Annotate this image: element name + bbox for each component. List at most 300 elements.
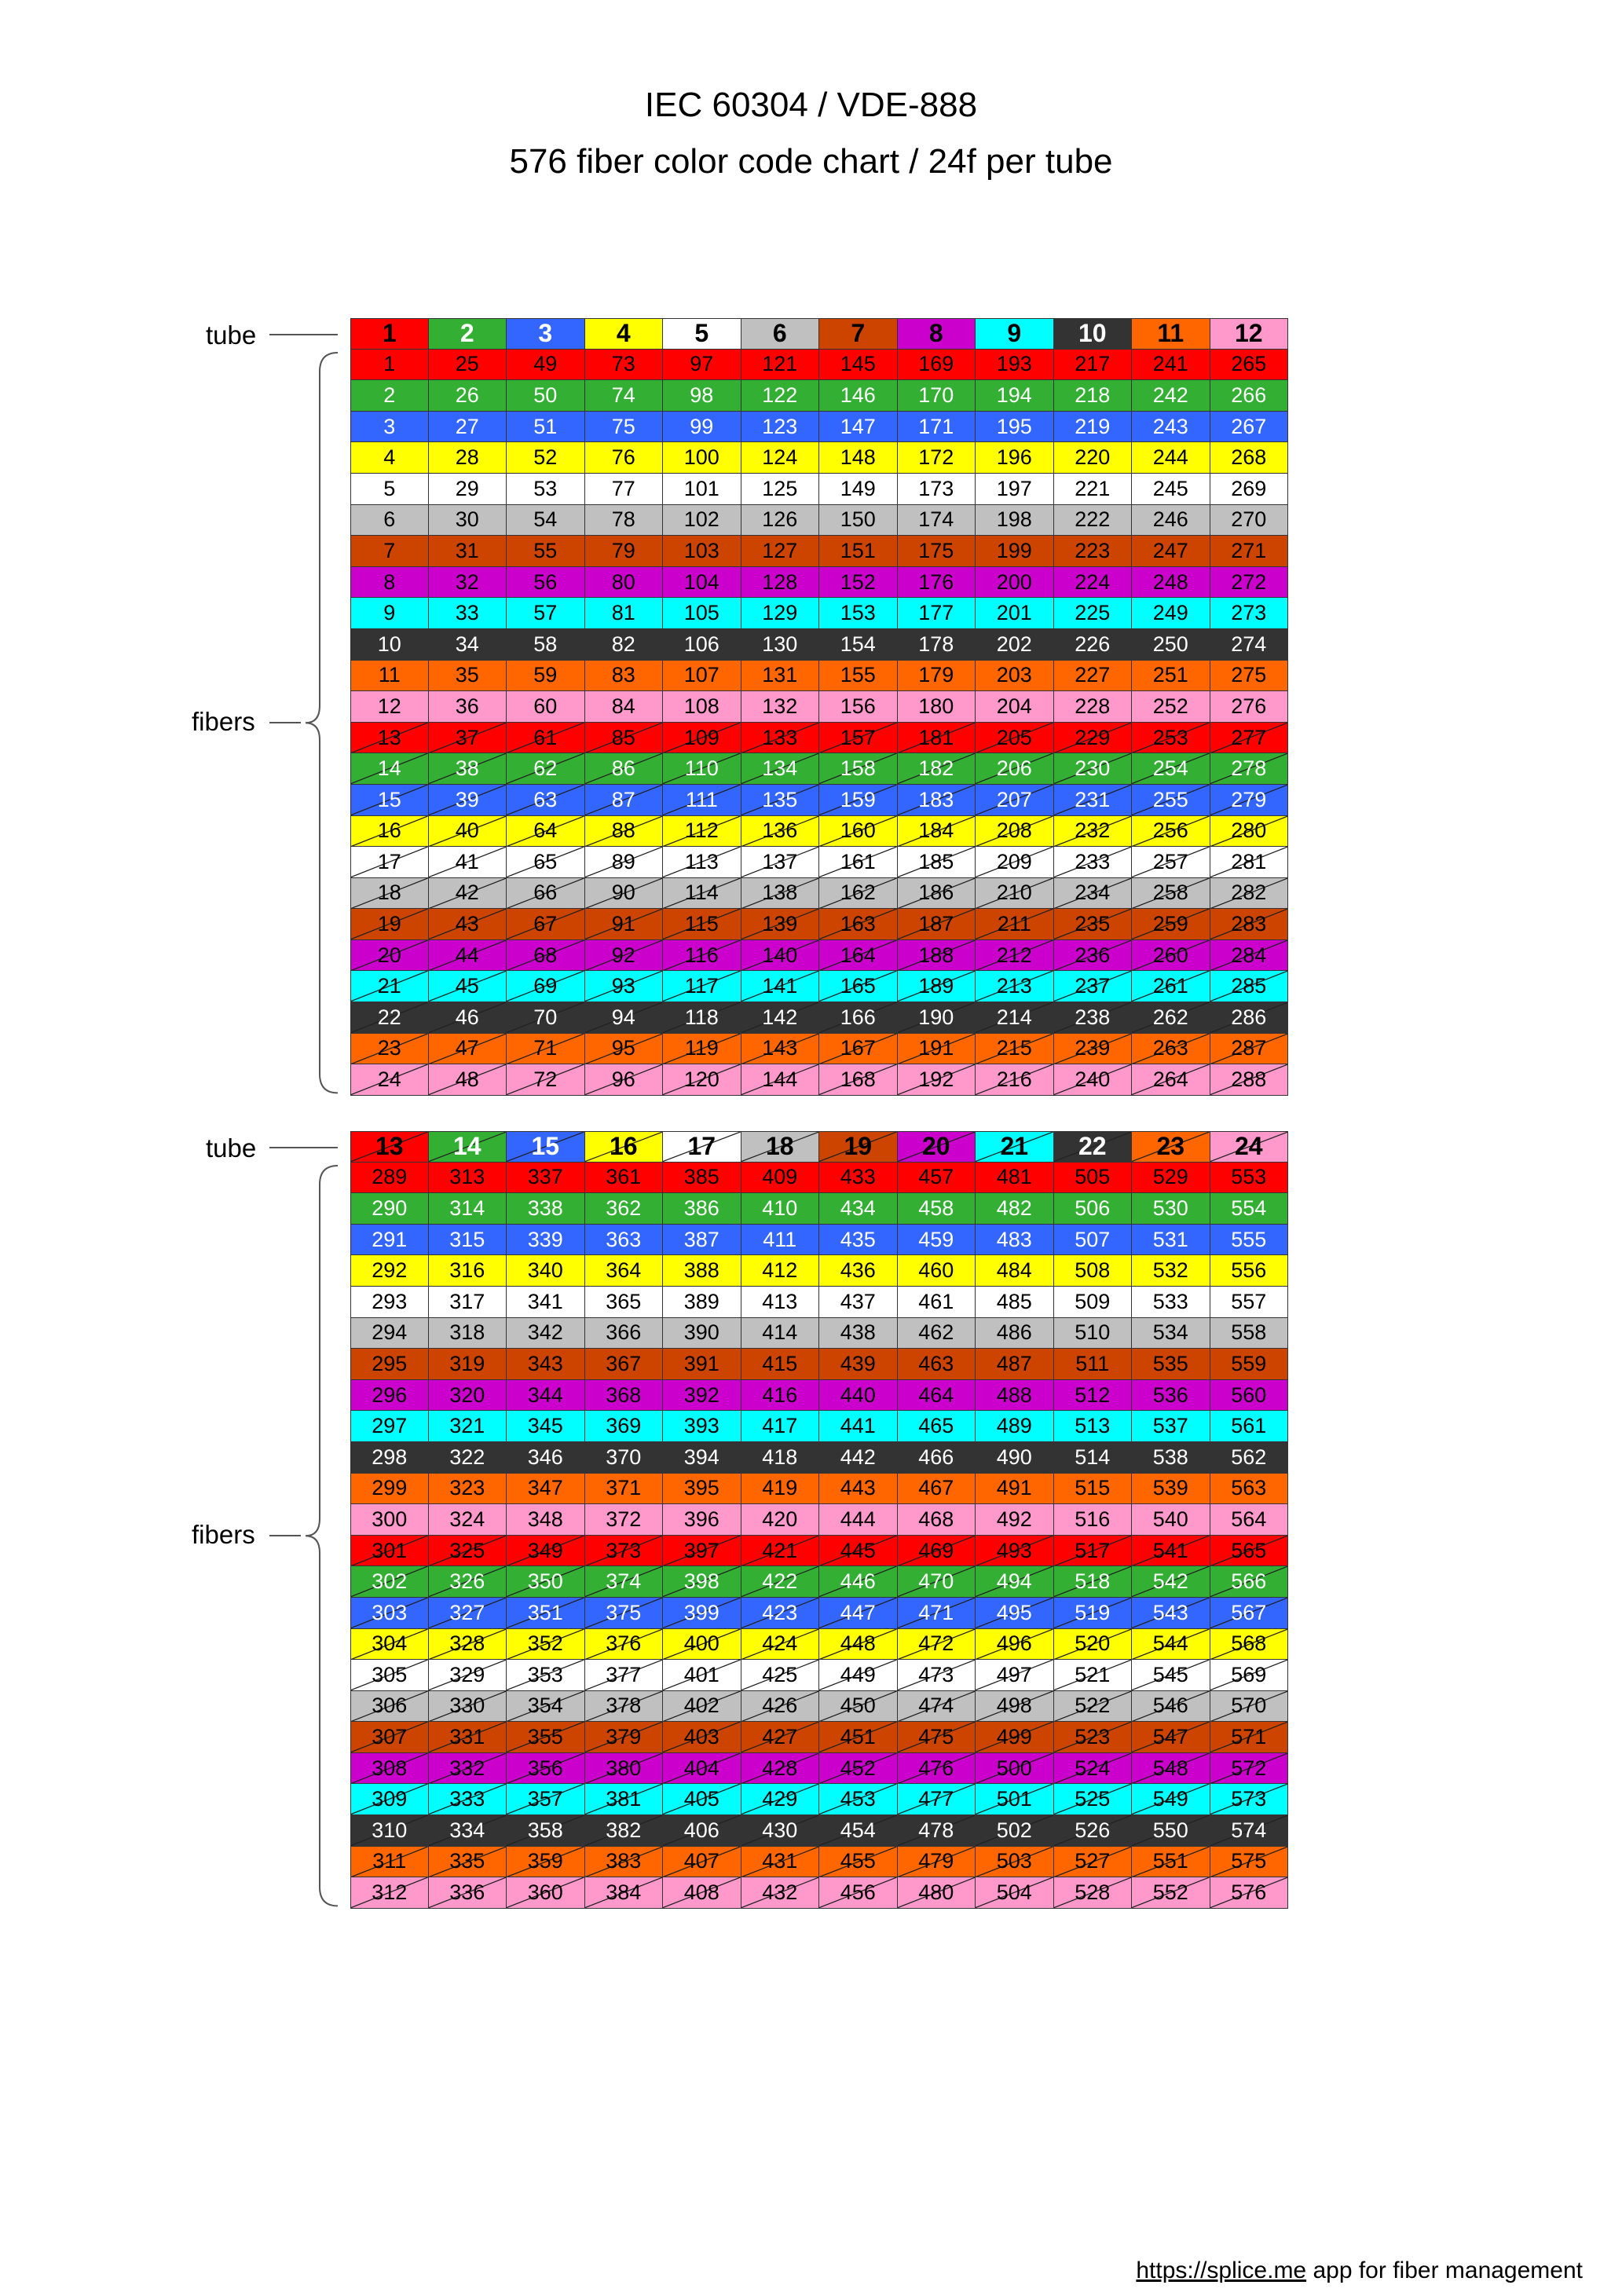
fiber-cell-170 [898, 380, 976, 412]
fiber-number: 333 [449, 1787, 485, 1811]
tube-cell-22 [1054, 1131, 1133, 1163]
fiber-number: 426 [762, 1694, 798, 1718]
fiber-cell-99 [663, 412, 741, 443]
fiber-number: 367 [606, 1351, 642, 1375]
fiber-cell-557 [1210, 1287, 1289, 1318]
fiber-number: 219 [1075, 414, 1111, 438]
fiber-cell-568 [1210, 1629, 1289, 1661]
fiber-number: 212 [996, 943, 1032, 967]
fiber-number: 123 [762, 414, 798, 438]
fiber-number: 205 [996, 725, 1032, 749]
fiber-number: 318 [449, 1320, 485, 1345]
fiber-number: 466 [918, 1445, 954, 1469]
fiber-cell-368 [585, 1380, 664, 1412]
fiber-cell-449 [819, 1660, 898, 1691]
fiber-cell-483 [976, 1225, 1054, 1256]
fiber-cell-351 [507, 1598, 585, 1629]
fiber-cell-381 [585, 1784, 664, 1815]
fiber-cell-11 [350, 661, 429, 692]
fiber-cell-380 [585, 1753, 664, 1785]
splice-me-link[interactable]: https://splice.me [1136, 2258, 1307, 2283]
fiber-cell-297 [350, 1411, 429, 1442]
fiber-number: 259 [1152, 912, 1188, 936]
fiber-number: 545 [1152, 1662, 1188, 1686]
tube-number: 7 [851, 319, 866, 348]
fiber-cell-279 [1210, 785, 1289, 816]
fiber-cell-55 [507, 536, 585, 567]
fiber-number: 249 [1152, 601, 1188, 625]
fiber-cell-79 [585, 536, 664, 567]
fiber-cell-103 [663, 536, 741, 567]
fiber-number: 195 [996, 414, 1032, 438]
fiber-number: 355 [527, 1725, 563, 1749]
fiber-cell-320 [429, 1380, 507, 1412]
fiber-row [350, 1784, 1288, 1815]
fiber-number: 331 [449, 1725, 485, 1749]
fiber-number: 502 [996, 1818, 1032, 1842]
fiber-number: 529 [1152, 1165, 1188, 1189]
fiber-cell-156 [819, 691, 898, 723]
fiber-number: 473 [918, 1662, 954, 1686]
fiber-number: 277 [1231, 725, 1267, 749]
fiber-number: 381 [606, 1787, 642, 1811]
fiber-cell-66 [507, 878, 585, 910]
fiber-number: 54 [533, 507, 558, 532]
fiber-number: 80 [611, 569, 635, 594]
fiber-number: 117 [684, 974, 719, 998]
fiber-cell-536 [1132, 1380, 1210, 1412]
fiber-number: 329 [449, 1662, 485, 1686]
fiber-number: 203 [996, 663, 1032, 687]
fiber-number: 136 [762, 818, 798, 843]
fiber-number: 439 [840, 1351, 876, 1375]
fiber-cell-411 [741, 1225, 820, 1256]
fiber-cell-179 [898, 661, 976, 692]
fiber-cell-192 [898, 1064, 976, 1096]
fiber-number: 231 [1075, 787, 1111, 811]
fiber-number: 302 [372, 1569, 408, 1594]
fiber-cell-504 [976, 1877, 1054, 1909]
fiber-cell-337 [507, 1163, 585, 1194]
fiber-cell-435 [819, 1225, 898, 1256]
fiber-cell-64 [507, 816, 585, 848]
fiber-cell-473 [898, 1660, 976, 1691]
fiber-cell-541 [1132, 1536, 1210, 1567]
fiber-number: 268 [1231, 445, 1267, 470]
fiber-number: 489 [996, 1414, 1032, 1438]
tube-number: 18 [765, 1132, 794, 1161]
fiber-cell-463 [898, 1349, 976, 1380]
fiber-cell-408 [663, 1877, 741, 1909]
fiber-cell-389 [663, 1287, 741, 1318]
fiber-cell-318 [429, 1318, 507, 1349]
fiber-cell-124 [741, 442, 820, 474]
fiber-cell-61 [507, 723, 585, 754]
fiber-cell-54 [507, 505, 585, 536]
fiber-number: 438 [840, 1320, 876, 1345]
fiber-cell-461 [898, 1287, 976, 1318]
fiber-number: 282 [1231, 881, 1267, 905]
fiber-number: 67 [533, 912, 558, 936]
tube-number: 2 [460, 319, 474, 348]
fiber-number: 478 [918, 1818, 954, 1842]
fiber-cell-161 [819, 847, 898, 878]
fiber-cell-131 [741, 661, 820, 692]
tube-header-row [350, 1131, 1288, 1163]
fiber-number: 139 [762, 912, 798, 936]
fiber-number: 479 [918, 1849, 954, 1873]
fiber-number: 386 [683, 1196, 719, 1220]
fiber-number: 267 [1231, 414, 1267, 438]
fiber-cell-342 [507, 1318, 585, 1349]
fiber-cell-547 [1132, 1722, 1210, 1753]
fiber-cell-1 [350, 350, 429, 381]
fiber-cell-128 [741, 567, 820, 599]
fiber-cell-323 [429, 1474, 507, 1505]
fiber-cell-216 [976, 1064, 1054, 1096]
fiber-number: 307 [372, 1725, 408, 1749]
fiber-number: 27 [455, 414, 479, 438]
fiber-row [350, 598, 1288, 629]
tube-number: 21 [1000, 1132, 1029, 1161]
fiber-number: 477 [918, 1787, 954, 1811]
fiber-cell-441 [819, 1411, 898, 1442]
fiber-number: 96 [611, 1067, 635, 1092]
fiber-number: 37 [455, 725, 479, 749]
fiber-number: 124 [762, 445, 798, 470]
fiber-cell-230 [1054, 753, 1133, 785]
fiber-cell-305 [350, 1660, 429, 1691]
fiber-cell-31 [429, 536, 507, 567]
fiber-cell-383 [585, 1847, 664, 1878]
fiber-cell-145 [819, 350, 898, 381]
fiber-cell-175 [898, 536, 976, 567]
fiber-cell-223 [1054, 536, 1133, 567]
fiber-cell-50 [507, 380, 585, 412]
fiber-cell-234 [1054, 878, 1133, 910]
fiber-cell-555 [1210, 1225, 1289, 1256]
fiber-cell-211 [976, 909, 1054, 940]
fiber-number: 103 [683, 538, 719, 562]
fiber-number: 417 [762, 1414, 798, 1438]
fiber-cell-412 [741, 1255, 820, 1287]
fiber-cell-443 [819, 1474, 898, 1505]
fiber-cell-163 [819, 909, 898, 940]
fiber-cell-535 [1132, 1349, 1210, 1380]
fiber-cell-198 [976, 505, 1054, 536]
fiber-cell-146 [819, 380, 898, 412]
fiber-number: 495 [996, 1600, 1032, 1624]
fiber-number: 372 [606, 1507, 642, 1531]
fiber-cell-187 [898, 909, 976, 940]
fiber-number: 326 [449, 1569, 485, 1594]
fiber-cell-207 [976, 785, 1054, 816]
fiber-cell-250 [1132, 629, 1210, 661]
fiber-number: 522 [1075, 1694, 1111, 1718]
fiber-cell-176 [898, 567, 976, 599]
fiber-cell-149 [819, 474, 898, 505]
fiber-cell-378 [585, 1691, 664, 1723]
fiber-number: 283 [1231, 912, 1267, 936]
fiber-number: 89 [611, 849, 635, 873]
fiber-number: 175 [918, 538, 954, 562]
fiber-cell-551 [1132, 1847, 1210, 1878]
fiber-number: 567 [1231, 1600, 1267, 1624]
tube-cell-4 [585, 318, 664, 350]
fiber-cell-184 [898, 816, 976, 848]
fiber-cell-446 [819, 1566, 898, 1598]
fiber-number: 351 [527, 1600, 563, 1624]
fiber-cell-96 [585, 1064, 664, 1096]
fiber-cell-434 [819, 1193, 898, 1225]
fiber-cell-254 [1132, 753, 1210, 785]
fiber-number: 533 [1152, 1289, 1188, 1313]
fiber-cell-21 [350, 971, 429, 1002]
fiber-number: 148 [840, 445, 876, 470]
fiber-cell-164 [819, 940, 898, 972]
fiber-cell-415 [741, 1349, 820, 1380]
fiber-cell-221 [1054, 474, 1133, 505]
fiber-number: 153 [840, 601, 876, 625]
fiber-row [350, 1193, 1288, 1225]
fiber-cell-403 [663, 1722, 741, 1753]
fiber-row [350, 536, 1288, 567]
fiber-cell-372 [585, 1504, 664, 1536]
fiber-number: 280 [1231, 818, 1267, 843]
fiber-cell-306 [350, 1691, 429, 1723]
fiber-cell-213 [976, 971, 1054, 1002]
fiber-cell-97 [663, 350, 741, 381]
fiber-cell-530 [1132, 1193, 1210, 1225]
fiber-number: 51 [533, 414, 558, 438]
fiber-cell-212 [976, 940, 1054, 972]
fiber-number: 160 [840, 818, 876, 843]
fiber-cell-13 [350, 723, 429, 754]
fiber-number: 309 [372, 1787, 408, 1811]
fiber-row [350, 350, 1288, 381]
fiber-number: 467 [918, 1476, 954, 1500]
fiber-cell-174 [898, 505, 976, 536]
fiber-cell-343 [507, 1349, 585, 1380]
fiber-cell-123 [741, 412, 820, 443]
fiber-cell-413 [741, 1287, 820, 1318]
fiber-number: 99 [690, 414, 714, 438]
fiber-number: 415 [762, 1351, 798, 1375]
fiber-cell-267 [1210, 412, 1289, 443]
fiber-number: 192 [918, 1067, 954, 1092]
fiber-cell-294 [350, 1318, 429, 1349]
tube-number: 3 [538, 319, 553, 348]
fiber-cell-63 [507, 785, 585, 816]
fiber-cell-120 [663, 1064, 741, 1096]
fiber-number: 534 [1152, 1320, 1188, 1345]
fiber-cell-423 [741, 1598, 820, 1629]
fiber-number: 180 [918, 694, 954, 718]
fiber-cell-309 [350, 1784, 429, 1815]
fiber-number: 19 [377, 912, 401, 936]
fiber-number: 560 [1231, 1382, 1267, 1407]
fiber-cell-201 [976, 598, 1054, 629]
fiber-cell-244 [1132, 442, 1210, 474]
fiber-cell-181 [898, 723, 976, 754]
fiber-number: 363 [606, 1227, 642, 1251]
fiber-cell-456 [819, 1877, 898, 1909]
fiber-number: 350 [527, 1569, 563, 1594]
fiber-number: 547 [1152, 1725, 1188, 1749]
fiber-number: 68 [533, 943, 558, 967]
fiber-number: 524 [1075, 1756, 1111, 1780]
fiber-cell-191 [898, 1034, 976, 1065]
fiber-cell-98 [663, 380, 741, 412]
fiber-cell-117 [663, 971, 741, 1002]
fiber-number: 145 [840, 352, 876, 376]
fiber-number: 348 [527, 1507, 563, 1531]
fiber-cell-543 [1132, 1598, 1210, 1629]
fiber-cell-540 [1132, 1504, 1210, 1536]
tube-number: 1 [382, 319, 397, 348]
fiber-number: 512 [1075, 1382, 1111, 1407]
fiber-cell-139 [741, 909, 820, 940]
fiber-number: 293 [372, 1289, 408, 1313]
fiber-number: 406 [683, 1818, 719, 1842]
fiber-number: 2 [383, 383, 396, 407]
fiber-number: 170 [918, 383, 954, 407]
fiber-cell-362 [585, 1193, 664, 1225]
fiber-number: 303 [372, 1600, 408, 1624]
fiber-cell-188 [898, 940, 976, 972]
fiber-number: 292 [372, 1258, 408, 1283]
fiber-row [350, 1034, 1288, 1065]
fiber-cell-479 [898, 1847, 976, 1878]
fiber-grid [350, 1131, 1288, 1909]
fiber-number: 114 [684, 881, 719, 905]
fiber-cell-77 [585, 474, 664, 505]
fiber-number: 396 [683, 1507, 719, 1531]
fiber-number: 47 [455, 1036, 479, 1060]
fiber-cell-162 [819, 878, 898, 910]
fiber-number: 26 [455, 383, 479, 407]
fiber-cell-52 [507, 442, 585, 474]
fiber-cell-393 [663, 1411, 741, 1442]
fiber-number: 377 [606, 1662, 642, 1686]
fiber-number: 352 [527, 1631, 563, 1656]
fiber-number: 297 [372, 1414, 408, 1438]
fiber-number: 424 [762, 1631, 798, 1656]
fiber-number: 41 [455, 849, 479, 873]
fiber-number: 405 [683, 1787, 719, 1811]
fiber-cell-94 [585, 1002, 664, 1034]
fiber-cell-567 [1210, 1598, 1289, 1629]
fiber-cell-271 [1210, 536, 1289, 567]
fiber-cell-288 [1210, 1064, 1289, 1096]
fiber-cell-166 [819, 1002, 898, 1034]
fiber-cell-45 [429, 971, 507, 1002]
fiber-cell-311 [350, 1847, 429, 1878]
fiber-cell-151 [819, 536, 898, 567]
fiber-number: 493 [996, 1538, 1032, 1562]
fiber-cell-450 [819, 1691, 898, 1723]
fiber-number: 463 [918, 1351, 954, 1375]
fiber-cell-56 [507, 567, 585, 599]
fibers-label: fibers [192, 706, 255, 736]
fiber-number: 260 [1152, 943, 1188, 967]
fiber-number: 379 [606, 1725, 642, 1749]
fiber-row [350, 1504, 1288, 1536]
fiber-row [350, 1474, 1288, 1505]
fiber-cell-42 [429, 878, 507, 910]
fiber-cell-304 [350, 1629, 429, 1661]
tube-number: 11 [1157, 319, 1184, 348]
fiber-cell-132 [741, 691, 820, 723]
fiber-cell-153 [819, 598, 898, 629]
fiber-number: 71 [533, 1036, 558, 1060]
fiber-cell-298 [350, 1442, 429, 1474]
fiber-number: 557 [1231, 1289, 1267, 1313]
fiber-row [350, 1691, 1288, 1723]
fiber-cell-460 [898, 1255, 976, 1287]
fiber-cell-347 [507, 1474, 585, 1505]
fiber-cell-472 [898, 1629, 976, 1661]
fiber-number: 462 [918, 1320, 954, 1345]
fiber-number: 240 [1075, 1067, 1111, 1092]
fiber-number: 224 [1075, 569, 1111, 594]
fiber-cell-317 [429, 1287, 507, 1318]
fiber-cell-180 [898, 691, 976, 723]
fiber-cell-257 [1132, 847, 1210, 878]
fiber-cell-16 [350, 816, 429, 848]
fiber-cell-308 [350, 1753, 429, 1785]
fiber-cell-454 [819, 1815, 898, 1847]
fiber-number: 413 [762, 1289, 798, 1313]
fiber-number: 242 [1152, 383, 1188, 407]
fiber-cell-439 [819, 1349, 898, 1380]
fiber-cell-400 [663, 1629, 741, 1661]
fiber-cell-364 [585, 1255, 664, 1287]
fiber-number: 25 [455, 352, 479, 376]
fiber-number: 416 [762, 1382, 798, 1407]
fiber-number: 510 [1075, 1320, 1111, 1345]
fiber-cell-115 [663, 909, 741, 940]
fiber-number: 399 [683, 1600, 719, 1624]
fiber-cell-502 [976, 1815, 1054, 1847]
fiber-cell-173 [898, 474, 976, 505]
fiber-number: 500 [996, 1756, 1032, 1780]
fiber-number: 519 [1075, 1600, 1111, 1624]
fiber-cell-116 [663, 940, 741, 972]
fiber-number: 323 [449, 1476, 485, 1500]
fiber-number: 243 [1152, 414, 1188, 438]
fiber-cell-346 [507, 1442, 585, 1474]
fiber-cell-363 [585, 1225, 664, 1256]
fiber-cell-546 [1132, 1691, 1210, 1723]
fiber-number: 20 [377, 943, 401, 967]
fiber-number: 271 [1231, 538, 1267, 562]
fiber-cell-404 [663, 1753, 741, 1785]
fiber-cell-528 [1054, 1877, 1133, 1909]
fiber-number: 44 [455, 943, 479, 967]
fiber-cell-430 [741, 1815, 820, 1847]
fiber-cell-119 [663, 1034, 741, 1065]
fiber-cell-5 [350, 474, 429, 505]
fiber-number: 342 [527, 1320, 563, 1345]
fiber-number: 43 [455, 912, 479, 936]
fiber-cell-28 [429, 442, 507, 474]
fiber-number: 558 [1231, 1320, 1267, 1345]
fiber-cell-87 [585, 785, 664, 816]
fiber-number: 455 [840, 1849, 876, 1873]
fiber-number: 48 [455, 1067, 479, 1092]
fiber-number: 506 [1075, 1196, 1111, 1220]
